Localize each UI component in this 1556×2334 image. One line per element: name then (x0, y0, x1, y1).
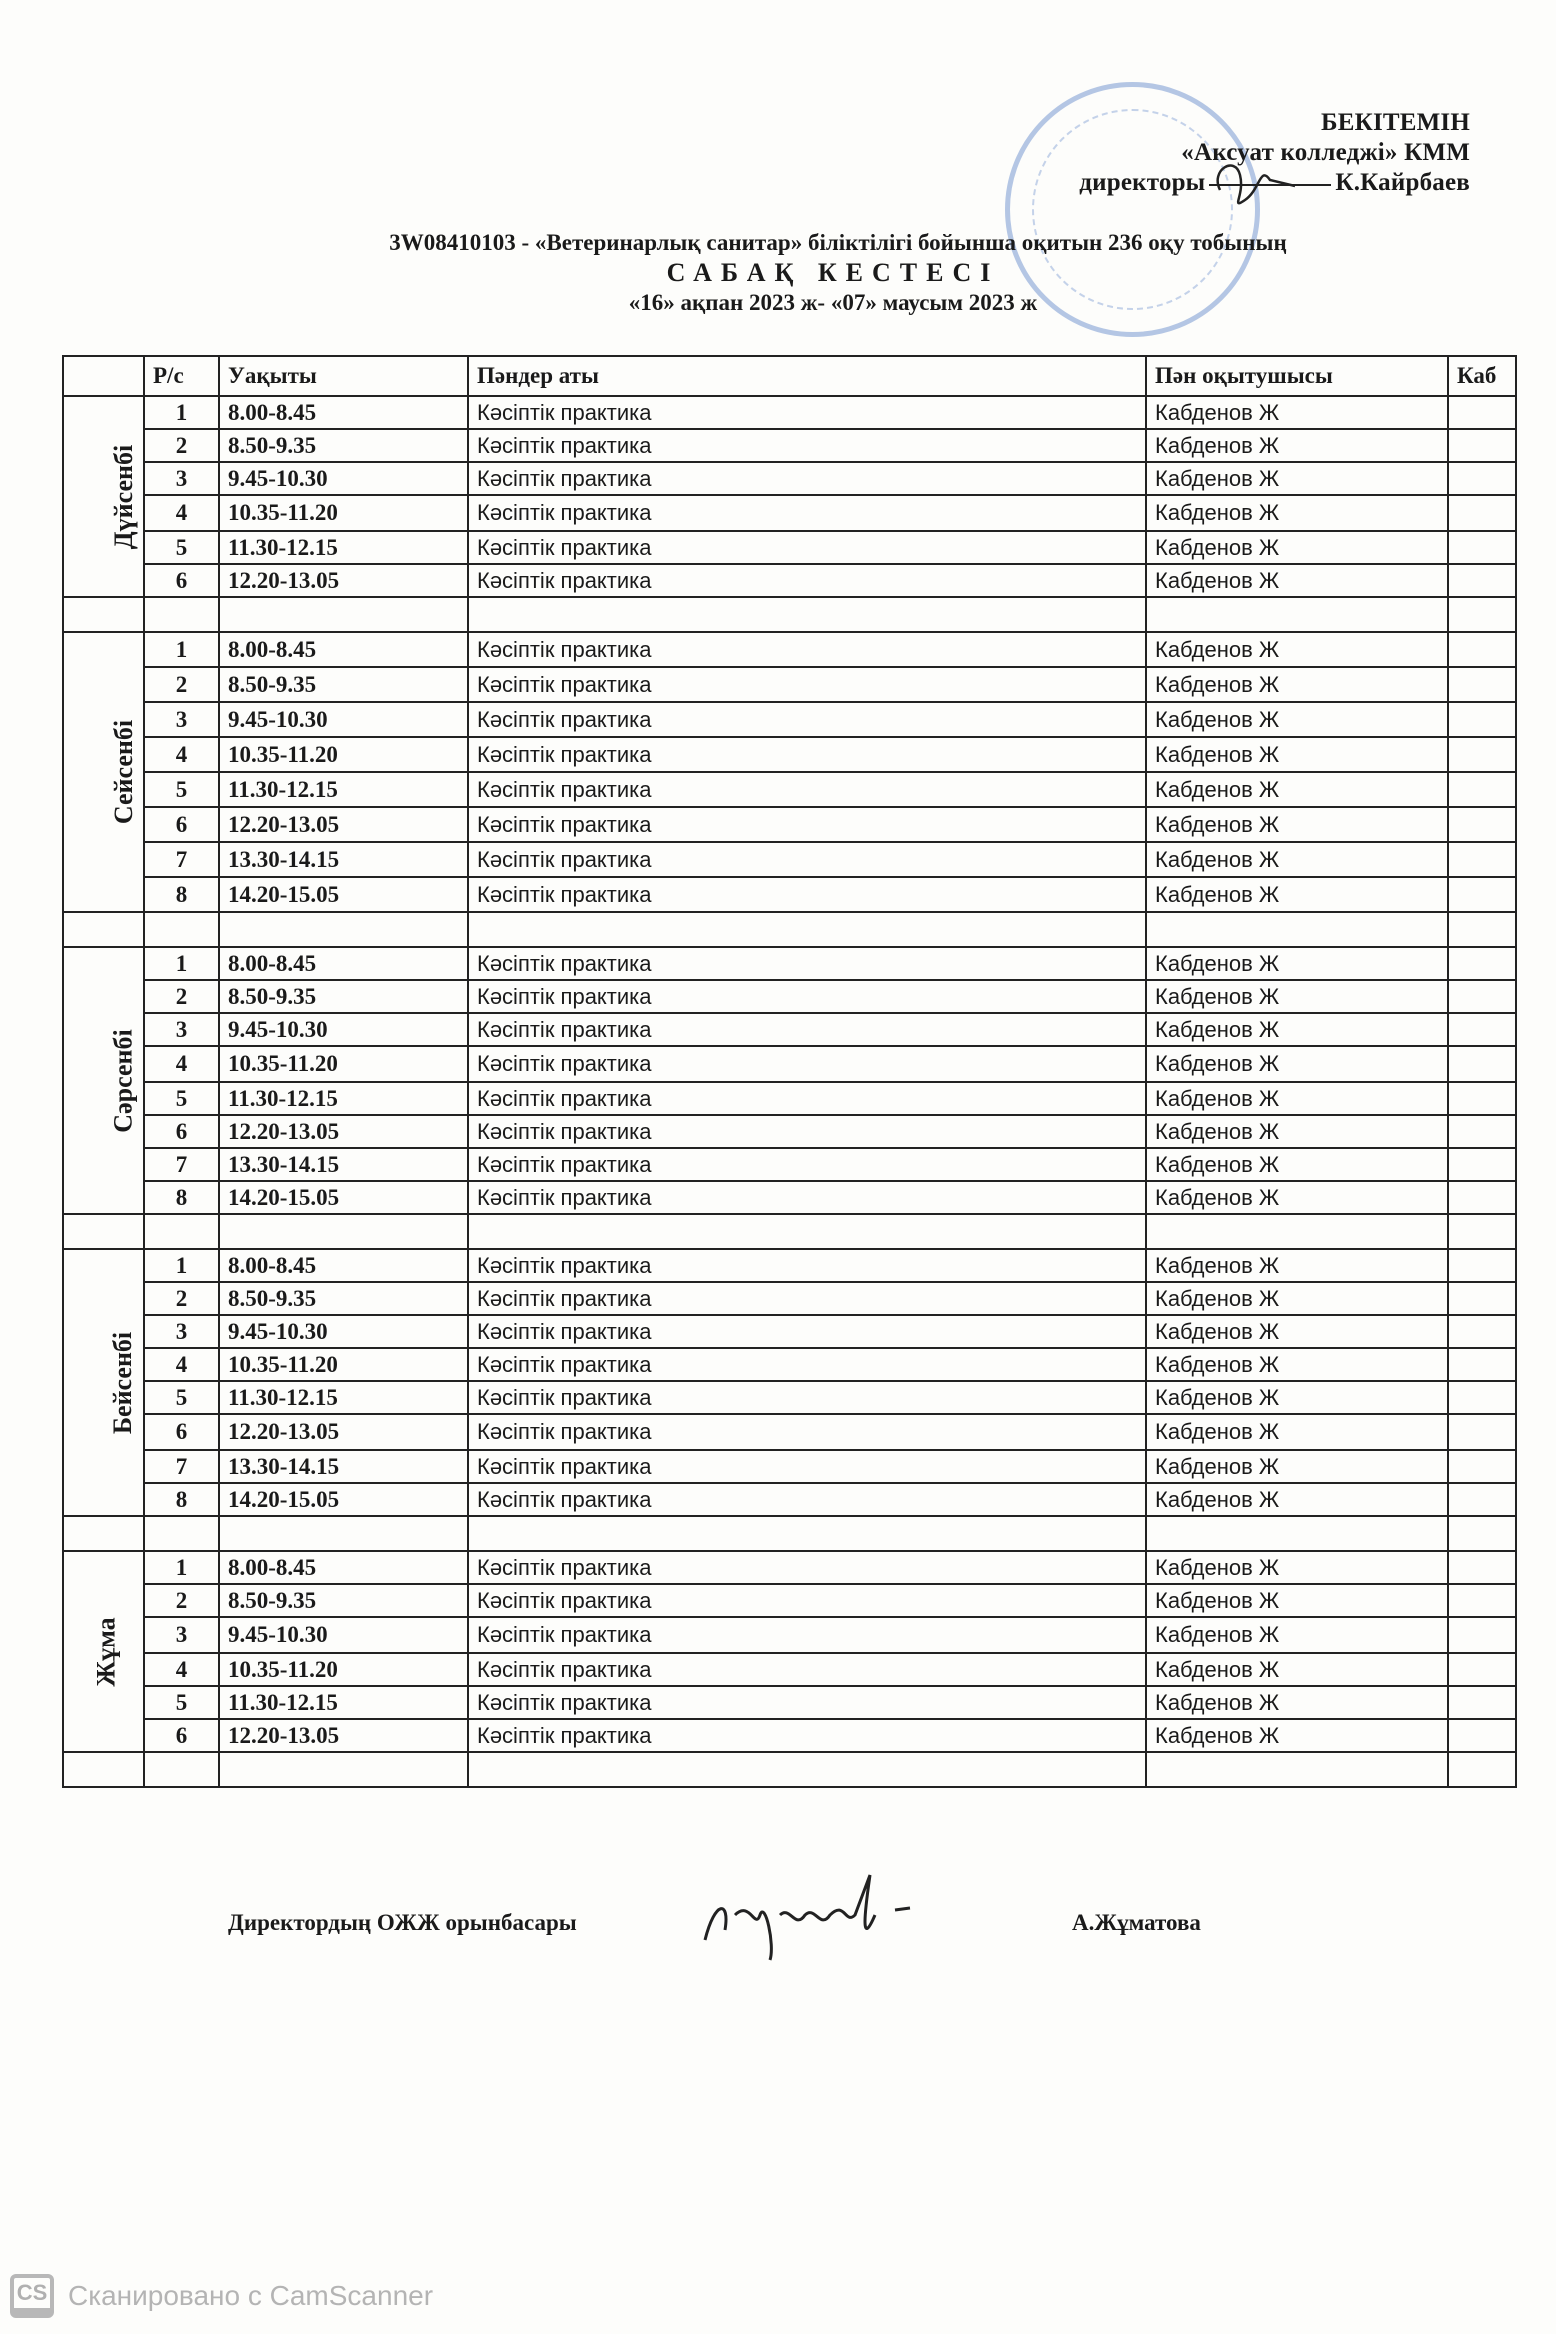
approval-heading: БЕКІТЕМІН (1321, 109, 1470, 136)
lesson-number: 4 (144, 495, 219, 531)
lesson-number: 2 (144, 667, 219, 702)
table-row (63, 1381, 1516, 1414)
lesson-subject: Кәсіптік практика (468, 1653, 1146, 1686)
lesson-cabinet (1448, 1686, 1516, 1719)
table-row (63, 1148, 1516, 1181)
lesson-cabinet (1448, 1617, 1516, 1653)
lesson-cabinet (1448, 1148, 1516, 1181)
spacer-row (63, 912, 1516, 947)
lesson-subject: Кәсіптік практика (468, 877, 1146, 912)
lesson-teacher: Кабденов Ж (1146, 1115, 1448, 1148)
lesson-time: 11.30-12.15 (219, 772, 468, 807)
lesson-time: 10.35-11.20 (219, 1348, 468, 1381)
lesson-number: 1 (144, 947, 219, 980)
lesson-number: 2 (144, 980, 219, 1013)
day-label: Сейсенбі (109, 719, 139, 825)
lesson-teacher: Кабденов Ж (1146, 1013, 1448, 1046)
lesson-teacher: Кабденов Ж (1146, 1046, 1448, 1082)
lesson-teacher: Кабденов Ж (1146, 1450, 1448, 1483)
lesson-subject: Кәсіптік практика (468, 1450, 1146, 1483)
header-num: Р/с (144, 356, 219, 396)
empty-cell (63, 1214, 144, 1249)
lesson-teacher: Кабденов Ж (1146, 1653, 1448, 1686)
lesson-teacher: Кабденов Ж (1146, 1148, 1448, 1181)
lesson-number: 1 (144, 1551, 219, 1584)
empty-cell (1146, 1214, 1448, 1249)
day-label: Бейсенбі (108, 1331, 138, 1434)
lesson-time: 8.00-8.45 (219, 1551, 468, 1584)
lesson-time: 14.20-15.05 (219, 1483, 468, 1516)
empty-cell (144, 1214, 219, 1249)
table-row (63, 702, 1516, 737)
header-time: Уақыты (219, 356, 468, 396)
lesson-teacher: Кабденов Ж (1146, 1414, 1448, 1450)
footer-name: А.Жұматова (1072, 1910, 1201, 1935)
lesson-number: 4 (144, 1348, 219, 1381)
table-row (63, 632, 1516, 667)
table-row (63, 396, 1516, 429)
lesson-teacher: Кабденов Ж (1146, 877, 1448, 912)
lesson-cabinet (1448, 737, 1516, 772)
lesson-number: 5 (144, 531, 219, 564)
lesson-subject: Кәсіптік практика (468, 632, 1146, 667)
lesson-teacher: Кабденов Ж (1146, 632, 1448, 667)
lesson-time: 12.20-13.05 (219, 564, 468, 597)
lesson-number: 6 (144, 1115, 219, 1148)
spacer-row (63, 1752, 1516, 1787)
title-program: 3W08410103 - «Ветеринарлық санитар» біліктілігі бойынша оқитын 236 оқу тобының (389, 230, 1287, 255)
empty-cell (63, 1752, 144, 1787)
lesson-subject: Кәсіптік практика (468, 564, 1146, 597)
lesson-time: 10.35-11.20 (219, 1046, 468, 1082)
lesson-number: 6 (144, 1719, 219, 1752)
lesson-cabinet (1448, 1584, 1516, 1617)
lesson-time: 13.30-14.15 (219, 842, 468, 877)
lesson-cabinet (1448, 1115, 1516, 1148)
camscanner-text: Сканировано с CamScanner (68, 2280, 434, 2311)
lesson-time: 12.20-13.05 (219, 1414, 468, 1450)
lesson-cabinet (1448, 1719, 1516, 1752)
header-day (63, 356, 144, 396)
spacer-row (63, 1214, 1516, 1249)
table-row (63, 1181, 1516, 1214)
table-row (63, 564, 1516, 597)
camscanner-watermark (10, 2274, 433, 2318)
lesson-subject: Кәсіптік практика (468, 1315, 1146, 1348)
lesson-teacher: Кабденов Ж (1146, 1249, 1448, 1282)
table-row (63, 1282, 1516, 1315)
lesson-cabinet (1448, 980, 1516, 1013)
lesson-number: 5 (144, 1381, 219, 1414)
lesson-number: 3 (144, 1617, 219, 1653)
lesson-teacher: Кабденов Ж (1146, 1584, 1448, 1617)
camscanner-logo-icon: CS (10, 2274, 54, 2318)
table-row (63, 1483, 1516, 1516)
lesson-number: 4 (144, 1653, 219, 1686)
empty-cell (1448, 1752, 1516, 1787)
lesson-cabinet (1448, 1653, 1516, 1686)
table-row (63, 1115, 1516, 1148)
table-row (63, 1551, 1516, 1584)
lesson-subject: Кәсіптік практика (468, 1046, 1146, 1082)
lesson-time: 13.30-14.15 (219, 1148, 468, 1181)
lesson-teacher: Кабденов Ж (1146, 772, 1448, 807)
empty-cell (144, 912, 219, 947)
lesson-number: 1 (144, 396, 219, 429)
empty-cell (468, 1516, 1146, 1551)
lesson-time: 8.00-8.45 (219, 947, 468, 980)
empty-cell (63, 597, 144, 632)
lesson-teacher: Кабденов Ж (1146, 462, 1448, 495)
spacer-row (63, 597, 1516, 632)
lesson-cabinet (1448, 702, 1516, 737)
lesson-teacher: Кабденов Ж (1146, 947, 1448, 980)
empty-cell (219, 912, 468, 947)
lesson-cabinet (1448, 1013, 1516, 1046)
lesson-teacher: Кабденов Ж (1146, 1181, 1448, 1214)
lesson-subject: Кәсіптік практика (468, 1551, 1146, 1584)
lesson-time: 10.35-11.20 (219, 737, 468, 772)
table-row (63, 1046, 1516, 1082)
lesson-teacher: Кабденов Ж (1146, 807, 1448, 842)
lesson-time: 8.00-8.45 (219, 632, 468, 667)
empty-cell (219, 597, 468, 632)
table-row (63, 429, 1516, 462)
lesson-cabinet (1448, 1046, 1516, 1082)
empty-cell (144, 1752, 219, 1787)
lesson-teacher: Кабденов Ж (1146, 429, 1448, 462)
table-row (63, 842, 1516, 877)
table-header-row (63, 356, 1516, 396)
lesson-subject: Кәсіптік практика (468, 1013, 1146, 1046)
table-row (63, 462, 1516, 495)
lesson-time: 12.20-13.05 (219, 1719, 468, 1752)
lesson-cabinet (1448, 429, 1516, 462)
table-row (63, 877, 1516, 912)
lesson-teacher: Кабденов Ж (1146, 1082, 1448, 1115)
empty-cell (468, 1214, 1146, 1249)
lesson-subject: Кәсіптік практика (468, 1719, 1146, 1752)
empty-cell (144, 1516, 219, 1551)
lesson-time: 8.00-8.45 (219, 396, 468, 429)
lesson-number: 4 (144, 737, 219, 772)
lesson-subject: Кәсіптік практика (468, 1414, 1146, 1450)
empty-cell (1448, 912, 1516, 947)
lesson-subject: Кәсіптік практика (468, 1148, 1146, 1181)
table-row (63, 1249, 1516, 1282)
lesson-teacher: Кабденов Ж (1146, 1551, 1448, 1584)
lesson-subject: Кәсіптік практика (468, 531, 1146, 564)
lesson-subject: Кәсіптік практика (468, 1282, 1146, 1315)
table-row (63, 1617, 1516, 1653)
approval-org: «Аксуат колледжі» КММ (1181, 139, 1470, 166)
lesson-cabinet (1448, 1483, 1516, 1516)
header-cabinet: Каб (1448, 356, 1516, 396)
table-row (63, 737, 1516, 772)
day-cell (63, 396, 144, 597)
lesson-number: 6 (144, 564, 219, 597)
empty-cell (63, 1516, 144, 1551)
lesson-teacher: Кабденов Ж (1146, 842, 1448, 877)
lesson-time: 12.20-13.05 (219, 807, 468, 842)
lesson-time: 12.20-13.05 (219, 1115, 468, 1148)
lesson-cabinet (1448, 1315, 1516, 1348)
empty-cell (1448, 1516, 1516, 1551)
day-cell (63, 1551, 144, 1752)
empty-cell (1448, 597, 1516, 632)
table-row (63, 1686, 1516, 1719)
lesson-cabinet (1448, 632, 1516, 667)
empty-cell (1448, 1214, 1516, 1249)
lesson-teacher: Кабденов Ж (1146, 1686, 1448, 1719)
lesson-time: 11.30-12.15 (219, 1381, 468, 1414)
lesson-subject: Кәсіптік практика (468, 772, 1146, 807)
lesson-teacher: Кабденов Ж (1146, 1719, 1448, 1752)
table-row (63, 1082, 1516, 1115)
lesson-cabinet (1448, 772, 1516, 807)
empty-cell (468, 1752, 1146, 1787)
lesson-cabinet (1448, 1348, 1516, 1381)
table-row (63, 980, 1516, 1013)
lesson-time: 8.50-9.35 (219, 667, 468, 702)
lesson-teacher: Кабденов Ж (1146, 667, 1448, 702)
lesson-subject: Кәсіптік практика (468, 667, 1146, 702)
schedule-body (63, 396, 1516, 1787)
table-row (63, 1013, 1516, 1046)
table-row (63, 1653, 1516, 1686)
approval-position: директоры (1079, 169, 1206, 196)
lesson-teacher: Кабденов Ж (1146, 737, 1448, 772)
lesson-subject: Кәсіптік практика (468, 1249, 1146, 1282)
lesson-subject: Кәсіптік практика (468, 980, 1146, 1013)
empty-cell (219, 1516, 468, 1551)
lesson-cabinet (1448, 1381, 1516, 1414)
lesson-time: 11.30-12.15 (219, 1082, 468, 1115)
lesson-subject: Кәсіптік практика (468, 429, 1146, 462)
lesson-time: 10.35-11.20 (219, 1653, 468, 1686)
lesson-subject: Кәсіптік практика (468, 1348, 1146, 1381)
empty-cell (468, 597, 1146, 632)
director-signature-icon (1190, 150, 1300, 220)
lesson-teacher: Кабденов Ж (1146, 396, 1448, 429)
lesson-time: 11.30-12.15 (219, 1686, 468, 1719)
spacer-row (63, 1516, 1516, 1551)
day-cell (63, 1249, 144, 1516)
lesson-time: 13.30-14.15 (219, 1450, 468, 1483)
lesson-cabinet (1448, 947, 1516, 980)
lesson-teacher: Кабденов Ж (1146, 495, 1448, 531)
lesson-cabinet (1448, 807, 1516, 842)
table-row (63, 1584, 1516, 1617)
lesson-cabinet (1448, 1450, 1516, 1483)
lesson-number: 6 (144, 807, 219, 842)
lesson-number: 3 (144, 702, 219, 737)
lesson-time: 9.45-10.30 (219, 702, 468, 737)
lesson-subject: Кәсіптік практика (468, 396, 1146, 429)
lesson-subject: Кәсіптік практика (468, 462, 1146, 495)
lesson-subject: Кәсіптік практика (468, 842, 1146, 877)
lesson-cabinet (1448, 495, 1516, 531)
lesson-number: 2 (144, 1584, 219, 1617)
lesson-subject: Кәсіптік практика (468, 1082, 1146, 1115)
table-row (63, 495, 1516, 531)
table-row (63, 531, 1516, 564)
lesson-number: 8 (144, 1483, 219, 1516)
lesson-time: 9.45-10.30 (219, 1013, 468, 1046)
footer-role: Директордың ОЖЖ орынбасары (228, 1910, 577, 1935)
lesson-number: 5 (144, 772, 219, 807)
table-row (63, 1414, 1516, 1450)
lesson-cabinet (1448, 531, 1516, 564)
table-row (63, 1450, 1516, 1483)
day-label: Жұма (91, 1616, 121, 1687)
empty-cell (144, 597, 219, 632)
lesson-subject: Кәсіптік практика (468, 737, 1146, 772)
empty-cell (1146, 1516, 1448, 1551)
lesson-subject: Кәсіптік практика (468, 702, 1146, 737)
lesson-teacher: Кабденов Ж (1146, 1348, 1448, 1381)
lesson-cabinet (1448, 1249, 1516, 1282)
lesson-time: 8.50-9.35 (219, 1584, 468, 1617)
lesson-cabinet (1448, 1181, 1516, 1214)
deputy-signature-icon (695, 1870, 925, 1970)
lesson-number: 6 (144, 1414, 219, 1450)
approval-name: К.Кайрбаев (1335, 169, 1470, 196)
title-period: «16» ақпан 2023 ж- «07» маусым 2023 ж (628, 290, 1038, 315)
lesson-time: 9.45-10.30 (219, 462, 468, 495)
table-row (63, 1315, 1516, 1348)
empty-cell (1146, 912, 1448, 947)
lesson-cabinet (1448, 1414, 1516, 1450)
lesson-time: 8.50-9.35 (219, 1282, 468, 1315)
lesson-number: 2 (144, 1282, 219, 1315)
lesson-cabinet (1448, 564, 1516, 597)
lesson-time: 10.35-11.20 (219, 495, 468, 531)
lesson-number: 5 (144, 1686, 219, 1719)
title-schedule: САБАҚ КЕСТЕСІ (666, 258, 1000, 287)
lesson-teacher: Кабденов Ж (1146, 1315, 1448, 1348)
lesson-cabinet (1448, 1282, 1516, 1315)
lesson-teacher: Кабденов Ж (1146, 1617, 1448, 1653)
lesson-cabinet (1448, 1551, 1516, 1584)
empty-cell (63, 912, 144, 947)
day-cell (63, 947, 144, 1214)
lesson-time: 8.50-9.35 (219, 429, 468, 462)
lesson-time: 14.20-15.05 (219, 877, 468, 912)
lesson-teacher: Кабденов Ж (1146, 1381, 1448, 1414)
lesson-cabinet (1448, 1082, 1516, 1115)
lesson-teacher: Кабденов Ж (1146, 980, 1448, 1013)
lesson-subject: Кәсіптік практика (468, 1617, 1146, 1653)
empty-cell (1146, 597, 1448, 632)
lesson-number: 5 (144, 1082, 219, 1115)
empty-cell (468, 912, 1146, 947)
lesson-number: 3 (144, 1315, 219, 1348)
table-row (63, 947, 1516, 980)
day-label: Сәрсенбі (108, 1028, 138, 1133)
lesson-teacher: Кабденов Ж (1146, 702, 1448, 737)
table-row (63, 1348, 1516, 1381)
lesson-number: 8 (144, 1181, 219, 1214)
schedule-table (62, 355, 1517, 1788)
lesson-time: 14.20-15.05 (219, 1181, 468, 1214)
table-row (63, 807, 1516, 842)
empty-cell (219, 1752, 468, 1787)
lesson-cabinet (1448, 462, 1516, 495)
lesson-time: 9.45-10.30 (219, 1617, 468, 1653)
lesson-subject: Кәсіптік практика (468, 1584, 1146, 1617)
lesson-cabinet (1448, 667, 1516, 702)
lesson-subject: Кәсіптік практика (468, 495, 1146, 531)
lesson-time: 9.45-10.30 (219, 1315, 468, 1348)
lesson-subject: Кәсіптік практика (468, 1483, 1146, 1516)
lesson-teacher: Кабденов Ж (1146, 1483, 1448, 1516)
lesson-number: 3 (144, 462, 219, 495)
lesson-number: 1 (144, 1249, 219, 1282)
lesson-number: 2 (144, 429, 219, 462)
lesson-number: 7 (144, 1450, 219, 1483)
day-label: Дүйсенбі (109, 444, 139, 549)
header-teacher: Пән оқытушысы (1146, 356, 1448, 396)
lesson-subject: Кәсіптік практика (468, 947, 1146, 980)
lesson-cabinet (1448, 842, 1516, 877)
lesson-number: 7 (144, 842, 219, 877)
table-row (63, 772, 1516, 807)
lesson-teacher: Кабденов Ж (1146, 564, 1448, 597)
table-row (63, 667, 1516, 702)
document-title (0, 230, 1556, 316)
lesson-time: 11.30-12.15 (219, 531, 468, 564)
lesson-number: 7 (144, 1148, 219, 1181)
lesson-teacher: Кабденов Ж (1146, 1282, 1448, 1315)
lesson-number: 8 (144, 877, 219, 912)
lesson-subject: Кәсіптік практика (468, 1115, 1146, 1148)
lesson-number: 1 (144, 632, 219, 667)
lesson-subject: Кәсіптік практика (468, 807, 1146, 842)
lesson-time: 8.50-9.35 (219, 980, 468, 1013)
lesson-cabinet (1448, 396, 1516, 429)
lesson-number: 4 (144, 1046, 219, 1082)
empty-cell (1146, 1752, 1448, 1787)
empty-cell (219, 1214, 468, 1249)
lesson-subject: Кәсіптік практика (468, 1686, 1146, 1719)
lesson-subject: Кәсіптік практика (468, 1381, 1146, 1414)
lesson-teacher: Кабденов Ж (1146, 531, 1448, 564)
lesson-cabinet (1448, 877, 1516, 912)
lesson-subject: Кәсіптік практика (468, 1181, 1146, 1214)
lesson-number: 3 (144, 1013, 219, 1046)
day-cell (63, 632, 144, 912)
lesson-time: 8.00-8.45 (219, 1249, 468, 1282)
header-subject: Пәндер аты (468, 356, 1146, 396)
table-row (63, 1719, 1516, 1752)
